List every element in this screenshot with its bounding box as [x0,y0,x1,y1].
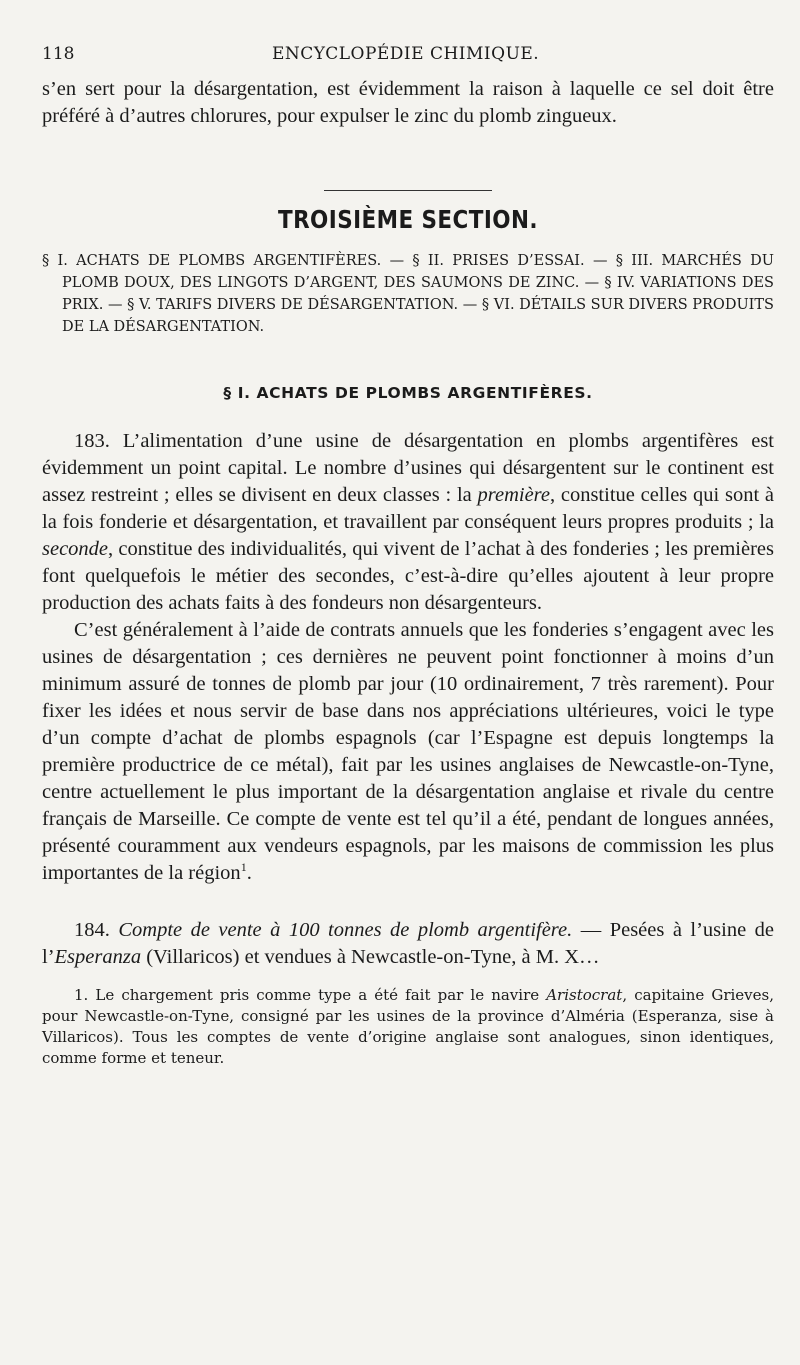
running-title: ENCYCLOPÉDIE CHIMIQUE. [272,44,540,64]
paragraph-number: 184. [74,919,110,941]
emphasis: seconde [42,538,109,560]
place-name: Esperanza [54,946,142,968]
paragraph-183 [42,428,774,617]
section-divider [324,190,492,191]
footnote-number: 1. [74,986,89,1004]
footnote-reference[interactable]: 1 [240,860,247,875]
paragraph-183-continued [42,617,774,887]
paragraph-text: L’alimentation d’une usine de désargentation en plombs argentifères est évidemment un point capital. Le nombre d’usines qui désargentent sur le continent est assez restreint ; elles se divisent en deux classes : la [42,430,774,506]
opening-paragraph: s’en sert pour la désargentation, est évidemment la raison à laquelle ce sel doit être préféré à d’autres chlorures, pour expulser le zinc du plomb zingueux. [42,78,774,127]
ship-name: Aristocrat [546,986,623,1004]
running-head [42,38,774,68]
paragraph-184 [42,917,774,971]
paragraph-heading: Compte de vente à 100 tonnes de plomb argentifère. [118,919,573,941]
paragraph-text: C’est généralement à l’aide de contrats annuels que les fonderies s’engagent avec les usines de désargentation ; ces dernières ne peuvent point fonctionner à moins d’un minimum assuré de tonnes de plomb par jour (10 ordinairement, 7 très rarement). Pour fixer les idées et nous servir de base dans nos appréciations ultérieures, voici le type d’un compte d’achat de plombs espagnols (car l’Espagne est depuis longtemps la première productrice de ce métal), fait par les usines anglaises de Newcastle-on-Tyne, centre actuellement le plus important de la désargentation anglaise et rivale du centre français de Marseille. Ce compte de vente est tel qu’il a été, pendant de longues années, présenté couramment aux vendeurs espagnols, par les maisons de commission les plus importantes de la région [42,619,774,884]
paragraph-text: — Pesées à l’usine de l’ [42,919,774,968]
paragraph-number: 183. [74,430,110,452]
paragraph-text: (Villaricos) et vendues à Newcastle-on-Tyne, à M. X… [141,946,600,968]
page-number: 118 [42,44,75,64]
paragraph-text: . [246,862,252,884]
footnote [42,985,774,1069]
section-summary: § I. ACHATS DE PLOMBS ARGENTIFÈRES. — § II. PRISES D’ESSAI. — § III. MARCHÉS DU PLOMB DOUX, DES LINGOTS D’ARGENT, DES SAUMONS DE ZINC. — § IV. VARIATIONS DES PRIX. — § V. TARIFS DIVERS DE DÉSARGENTATION. — § VI. DÉTAILS SUR DIVERS PRODUITS DE LA DÉSARGENTATION. [42,253,774,335]
emphasis: première [477,484,550,506]
footnote-text: , capitaine Grieves, pour Newcastle-on-Tyne, consigné par les usines de la province d’Alméria (Esperanza, sise à Villaricos). Tous les comptes de vente d’origine anglaise sont analogues, sinon identiques, comme forme et teneur. [42,986,774,1067]
subsection-title: § I. ACHATS DE PLOMBS ARGENTIFÈRES. [223,384,593,402]
page [42,38,774,1069]
paragraph-text: , constitue celles qui sont à la fois fonderie et désargentation, et travaillent par conséquent leurs propres produits ; la [42,484,774,533]
paragraph-text: , constitue des individualités, qui vivent de l’achat à des fonderies ; les premières font quelquefois le métier des secondes, c’est-à-dire qu’elles ajoutent à leur propre production des achats faits à des fondeurs non désargenteurs. [42,538,774,614]
footnote-text: Le chargement pris comme type a été fait par le navire [88,986,547,1004]
section-title: TROISIÈME SECTION. [277,205,539,234]
